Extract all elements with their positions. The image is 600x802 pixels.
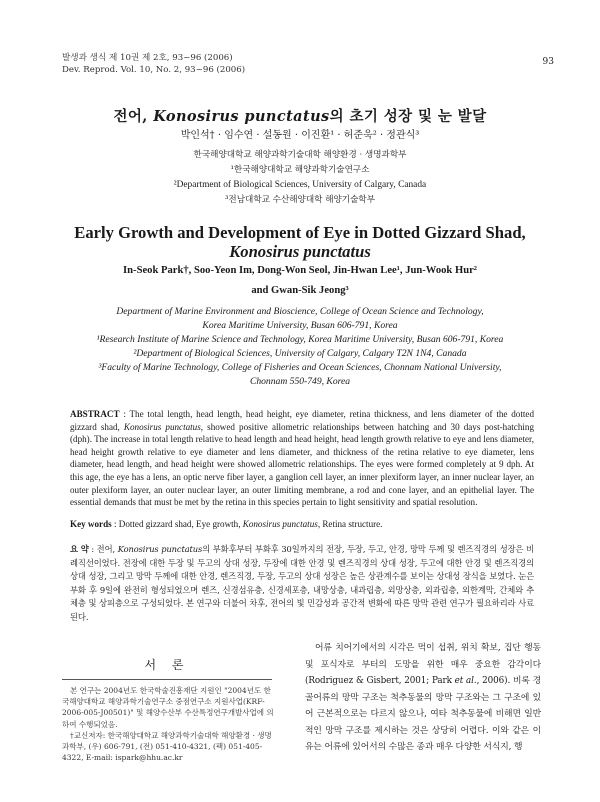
english-authors-line2: and Gwan-Sik Jeong³ (251, 285, 349, 296)
introduction-text-1: 어류 치어기에서의 시각은 먹이 섭취, 위치 확보, 집단 행동 및 포식자로 부터의 도망을 위한 매우 중요한 감각이다 (Rodriguez & Gisbert, 2001; Park (305, 643, 541, 686)
keywords-species: Konosirus punctatus (242, 519, 318, 529)
korean-abstract-text-1: : 전어, (88, 544, 118, 554)
korean-title (0, 105, 600, 126)
journal-header-korean: 발생과 생식 제 10권 제 2호, 93~96 (2006) (62, 53, 233, 63)
english-affiliation-6: Chonnam 550-749, Korea (249, 376, 351, 387)
footnotes (62, 685, 275, 763)
english-title-species: Konosirus punctatus (229, 242, 371, 261)
english-affiliation-1: Department of Marine Environment and Bioscience, College of Ocean Science and Technology, (116, 306, 484, 317)
korean-abstract (70, 543, 534, 624)
keywords-text-1: : Dotted gizzard shad, Eye growth, (111, 519, 243, 529)
korean-abstract-text-2: 의 부화후부터 부화후 30일까지의 전장, 두장, 두고, 안경, 망막 두께 및 렌즈직경의 성장은 비례직선이었다. 전장에 대한 두장 및 두고의 상대 성장, 두장에 대한 안경 및 렌즈직경의 상대 성장, 두고에 대한 안경 및 렌즈직경의 상대 성장, 그리고 망막 두께에 대한 안경, 렌즈직경, 두장, 두고의 상대 성장은 높은 상관계수를 보이는 상대성 장식을 보였다. 눈은 부화 후 9일에 완전히 형성되었으며 렌즈, 신경섬유층, 신경세포층, 내망상층, 내과립층, 외망상층, 외과립층, 외한계막, 간체와 추체층 및 상피층으로 구성되었다. 본 연구와 더불어 차후, 전어의 빛 민감성과 공간적 변화에 따른 망막 관련 연구가 필요하리라 사료된다. (70, 544, 535, 622)
footnote-divider (62, 679, 272, 680)
english-title-line1: Early Growth and Development of Eye in Dotted Gizzard Shad, (74, 223, 526, 242)
introduction-text (305, 640, 541, 756)
korean-title-suffix: 의 초기 성장 및 눈 발달 (329, 108, 487, 125)
english-affiliation-3: ¹Research Institute of Marine Science and Technology, Korea Maritime University, Busan 606-791, Korea (96, 334, 504, 345)
abstract-species: Konosirus punctatus (123, 421, 201, 432)
korean-authors: 박인석† · 임수연 · 설동원 · 이진환¹ · 허준욱² · 정관식³ (180, 130, 420, 141)
korean-title-prefix: 전어, (113, 108, 154, 125)
introduction-etal: et al (454, 676, 474, 686)
journal-header-english: Dev. Reprod. Vol. 10, No. 2, 93~96 (2006) (62, 65, 246, 75)
english-authors-line1: In-Seok Park†, Soo-Yeon Im, Dong-Won Seol, Jin-Hwan Lee¹, Jun-Wook Hur² (123, 265, 477, 276)
keywords-text-2: , Retina structure. (317, 519, 383, 529)
korean-affiliation-3: ²Department of Biological Sciences, University of Calgary, Canada (173, 180, 427, 190)
keywords (70, 519, 534, 529)
korean-affiliation-1: 한국해양대학교 해양과학기술대학 해양환경 · 생명과학부 (193, 150, 407, 160)
korean-title-species: Konosirus punctatus (153, 108, 330, 125)
korean-abstract-label: 요 약 (70, 544, 89, 554)
korean-affiliation-4: ³전남대학교 수산해양대학 해양기술학부 (224, 195, 376, 205)
korean-abstract-species: Konosirus punctatus (117, 544, 203, 554)
section-heading-introduction: 서 론 (144, 658, 190, 672)
korean-affiliation-2: ¹한국해양대학교 해양과학기술연구소 (230, 165, 370, 175)
english-affiliation-5: ³Faculty of Marine Technology, College of Fisheries and Ocean Sciences, Chonnam National University, (98, 362, 502, 373)
abstract-text-1: : The total length, head length, head height, eye diameter, retina thickness, and lens diameter of the dotted gizzard shad, (70, 409, 534, 432)
introduction-text-2: ., 2006). 비록 경골어류의 망막 구조는 척추동물의 망막 구조와는 그 구조에 있어 근본적으로는 다르지 않으나, 여타 척추동물에 비해면 일반적인 망막 구조를 제시하는 것은 상당히 어렵다. 이와 같은 이유는 어류에 있어서의 수많은 종과 매우 다양한 서식지, 행 (305, 676, 541, 752)
footnote-corresponding-author: †교신저자: 한국해양대학교 해양과학기술대학 해양환경 · 생명과학부, (우) 606-791, (전) 051-410-4321, (팩) 051-405-4322, E-mail: ispark@hhu.ac.kr (62, 730, 272, 763)
page-number: 93 (542, 57, 554, 67)
abstract-text-2: , showed positive allometric relationships between hatching and 30 days post-hatching (dph). The increase in total length relative to head length and head height, head length growth relative to eye and lens diameter, head height growth relative to eye diameter and lens diameter, and thickness of the retina relative to eye diameter, lens diameter, head length, and head height were showed allometric relationships. The eyes were formed completely at 9 dph. At this age, the eye has a lens, an optic nerve fiber layer, a ganglion cell layer, an inner plexiform layer, an inner nuclear layer, an outer plexiform layer, an outer nuclear layer, an outer limiting membrane, a rod and cone layer, and an epithelial layer. The essential demands that must be met by the retina in this species pertain to light sensitivity and spatial resolution. (70, 421, 534, 508)
english-affiliation-2: Korea Maritime University, Busan 606-791, Korea (202, 320, 398, 331)
footnote-funding: 본 연구는 2004년도 한국학술진흥재단 지원인 "2004년도 한국해양대학교 해양과학기술연구소 중점연구소 지원사업(KRF-2006-005-J00501)" 및 해양수산부 수산특정연구개발사업에 의하여 수행되었음. (62, 686, 274, 729)
abstract (70, 408, 534, 509)
english-affiliation-4: ²Department of Biological Sciences, University of Calgary, Calgary T2N 1N4, Canada (133, 348, 467, 359)
abstract-label: ABSTRACT (70, 409, 120, 419)
keywords-label: Key words (70, 519, 112, 529)
